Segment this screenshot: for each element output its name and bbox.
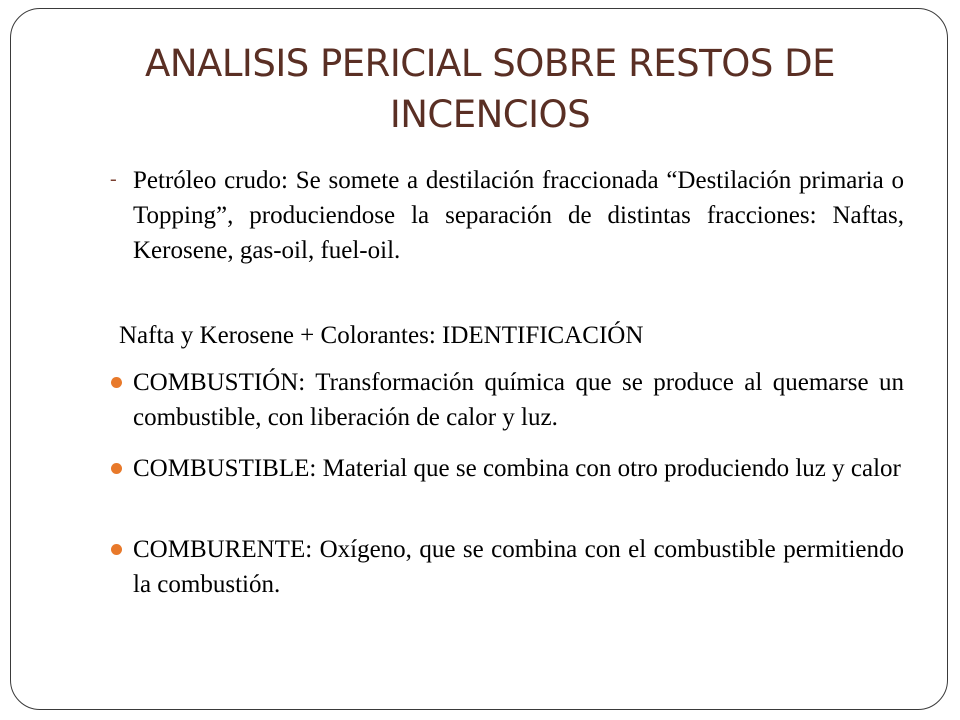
bullet-dot-icon	[111, 463, 122, 474]
bullet-item-combustion: COMBUSTIÓN: Transformación química que se produce al quemarse un combustible, con liberación de calor y luz.	[133, 369, 904, 431]
identification-line: Nafta y Kerosene + Colorantes: IDENTIFICACIÓN	[119, 322, 644, 349]
bullet-item-comburente: COMBURENTE: Oxígeno, que se combina con el combustible permitiendo la combustión.	[133, 536, 904, 598]
dash-bullet-icon: -	[110, 168, 117, 190]
bullet-dot-icon	[111, 544, 122, 555]
slide-title-line-1: ANALISIS PERICIAL SOBRE RESTOS DE	[145, 42, 835, 85]
bullet-dot-icon	[111, 377, 122, 388]
slide-title-line-2: INCENCIOS	[389, 93, 591, 136]
petroleum-paragraph: Petróleo crudo: Se somete a destilación fraccionada “Destilación primaria o Topping”, produciendose la separación de distintas fracciones: Naftas, Kerosene, gas-oil, fuel-oil.	[133, 167, 904, 264]
bullet-item-combustible: COMBUSTIBLE: Material que se combina con otro produciendo luz y calor	[133, 455, 901, 482]
